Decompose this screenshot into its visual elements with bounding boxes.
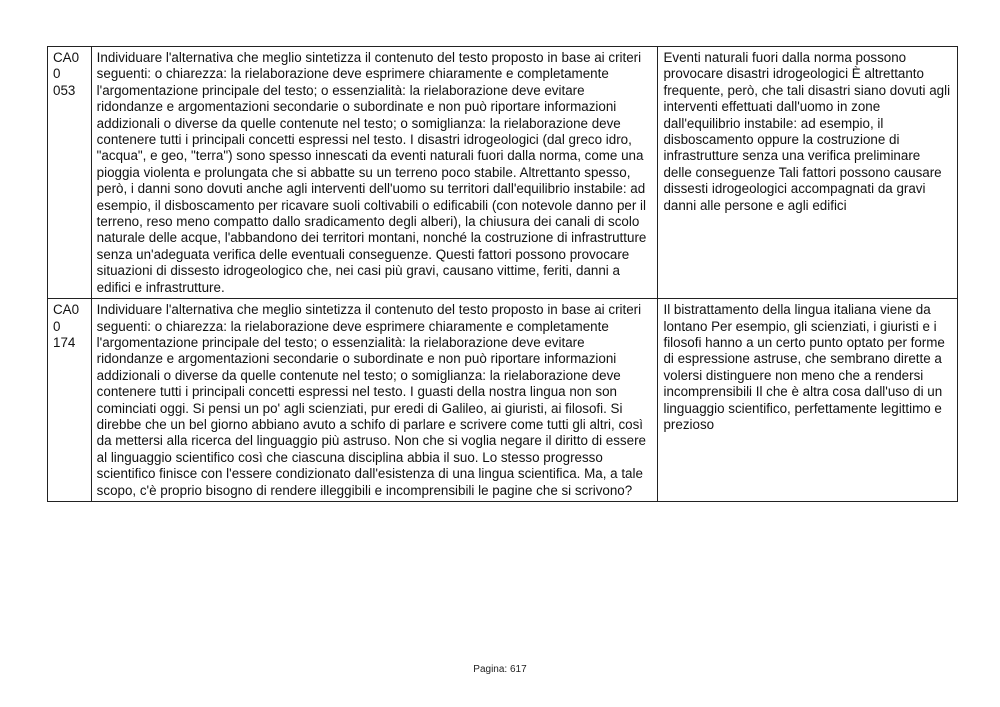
question-code-cell: CA00 174 [48,299,92,502]
answer-text-cell: Il bistrattamento della lingua italiana viene da lontano Per esempio, gli scienziati, i giuristi e i filosofi hanno a un certo punto optato per forme di espressione astruse, che sembrano dirette a volersi distinguere non meno che a rendersi incomprensibili Il che è altra cosa dall'uso di un linguaggio scientifico, perfettamente legittimo e prezioso [658,299,958,502]
answer-text-cell: Eventi naturali fuori dalla norma possono provocare disastri idrogeologici È altrettanto frequente, però, che tali disastri siano dovuti agli interventi effettuati dall'uomo in zone dall'equilibrio instabile: ad esempio, il disboscamento oppure la costruzione di infrastrutture senza una verifica preliminare delle conseguenze Tali fattori possono causare dissesti idrogeologici accompagnati da gravi danni alle persone e agli edifici [658,47,958,299]
question-code-cell: CA00 053 [48,47,92,299]
question-text-cell: Individuare l'alternativa che meglio sintetizza il contenuto del testo proposto in base ai criteri seguenti: o chiarezza: la rielaborazione deve esprimere chiaramente e completamente l'argomentazione principale del testo; o essenzialità: la rielaborazione deve evitare ridondanze e argomentazioni secondarie o subordinate e non può riportare informazioni addizionali o diverse da quelle contenute nel testo; o somiglianza: la rielaborazione deve contenere tutti i principali concetti espressi nel testo. I guasti della nostra lingua non son cominciati oggi. Si pensi un po' agli scienziati, pur eredi di Galileo, ai giuristi, ai filosofi. Si direbbe che un bel giorno abbiano avuto a schifo di parlare e scrivere come tutti gli altri, così da mettersi alla ricerca del linguaggio più astruso. Non che si voglia negare il diritto di essere al linguaggio scientifico così che ciascuna disciplina abbia il suo. Lo stesso progresso scientifico finisce con l'essere condizionato dall'esistenza di una lingua scientifica. Ma, a tale scopo, c'è proprio bisogno di rendere illeggibili e incomprensibili le pagine che si scrivono? [91,299,658,502]
table-row [48,299,958,502]
question-table [47,46,958,502]
page-number: Pagina: 617 [473,664,527,675]
question-text-cell: Individuare l'alternativa che meglio sintetizza il contenuto del testo proposto in base ai criteri seguenti: o chiarezza: la rielaborazione deve esprimere chiaramente e completamente l'argomentazione principale del testo; o essenzialità: la rielaborazione deve evitare ridondanze e argomentazioni secondarie o subordinate e non può riportare informazioni addizionali o diverse da quelle contenute nel testo; o somiglianza: la rielaborazione deve contenere tutti i principali concetti espressi nel testo. I disastri idrogeologici (dal greco idro, "acqua", e geo, "terra") sono spesso innescati da eventi naturali fuori dalla norma, come una pioggia violenta e prolungata che si abbatte su un terreno poco stabile. Altrettanto spesso, però, i danni sono dovuti anche agli interventi dell'uomo su territori dall'equilibrio instabile: ad esempio, il disboscamento per ricavare suoli coltivabili o edificabili (con notevole danno per il terreno, reso meno compatto dallo sradicamento degli alberi), la chiusura dei canali di scolo naturale delle acque, l'abbandono dei territori montani, nonché la costruzione di infrastrutture senza un'adeguata verifica delle eventuali conseguenze. Questi fattori possono provocare situazioni di dissesto idrogeologico che, nei casi più gravi, causano vittime, feriti, danni a edifici e infrastrutture. [91,47,658,299]
table-row [48,47,958,299]
